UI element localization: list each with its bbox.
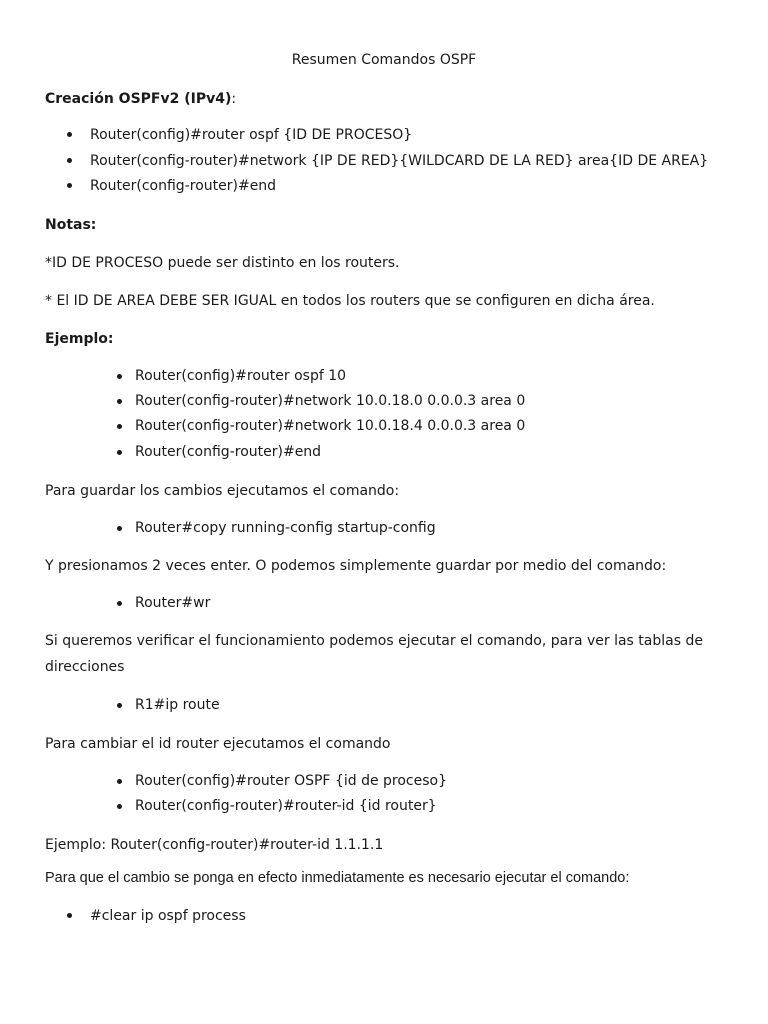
list-item: Router(config-router)#end bbox=[135, 444, 322, 460]
creacion-heading-colon: : bbox=[231, 91, 237, 107]
list-item: Router(config-router)#router-id {id router} bbox=[135, 798, 437, 814]
bullet-icon bbox=[117, 804, 122, 809]
bullet-icon bbox=[117, 424, 122, 429]
enter-text: Y presionamos 2 veces enter. O podemos simplemente guardar por medio del comando: bbox=[45, 558, 667, 574]
list-item: Router(config)#router OSPF {id de proceso} bbox=[135, 773, 447, 789]
creacion-heading: Creación OSPFv2 (IPv4) bbox=[45, 91, 232, 107]
creacion-heading-line bbox=[45, 90, 236, 108]
cambiar-text: Para cambiar el id router ejecutamos el comando bbox=[45, 736, 391, 752]
list-item: Router(config-router)#network {IP DE RED}{WILDCARD DE LA RED} area{ID DE AREA} bbox=[90, 153, 709, 169]
list-item: Router#wr bbox=[135, 595, 211, 611]
document-title: Resumen Comandos OSPF bbox=[291, 52, 477, 68]
cambiar-ejemplo: Ejemplo: Router(config-router)#router-id 1.1.1.1 bbox=[45, 837, 384, 853]
list-item: Router(config-router)#network 10.0.18.4 0.0.0.3 area 0 bbox=[135, 418, 526, 434]
list-item: Router(config)#router ospf {ID DE PROCESO} bbox=[90, 127, 413, 143]
bullet-icon bbox=[117, 450, 122, 455]
nota-line: *ID DE PROCESO puede ser distinto en los routers. bbox=[45, 255, 400, 271]
list-item: R1#ip route bbox=[135, 697, 220, 713]
efecto-text: Para que el cambio se ponga en efecto inmediatamente es necesario ejecutar el comando: bbox=[45, 870, 630, 886]
verificar-line-1: Si queremos verificar el funcionamiento podemos ejecutar el comando, para ver las tablas de bbox=[45, 633, 703, 649]
bullet-icon bbox=[67, 913, 72, 918]
bullet-icon bbox=[117, 601, 122, 606]
bullet-icon bbox=[67, 183, 72, 188]
list-item: #clear ip ospf process bbox=[90, 908, 246, 924]
bullet-icon bbox=[67, 132, 72, 137]
bullet-icon bbox=[117, 779, 122, 784]
list-item: Router(config)#router ospf 10 bbox=[135, 368, 347, 384]
nota-line: * El ID DE AREA DEBE SER IGUAL en todos los routers que se configuren en dicha área. bbox=[45, 293, 655, 309]
bullet-icon bbox=[117, 399, 122, 404]
bullet-icon bbox=[117, 526, 122, 531]
bullet-icon bbox=[117, 374, 122, 379]
ejemplo-heading: Ejemplo: bbox=[45, 331, 114, 347]
list-item: Router#copy running-config startup-config bbox=[135, 520, 436, 536]
list-item: Router(config-router)#end bbox=[90, 178, 277, 194]
bullet-icon bbox=[67, 158, 72, 163]
verificar-line-2: direcciones bbox=[45, 659, 125, 675]
notas-heading: Notas: bbox=[45, 217, 97, 233]
bullet-icon bbox=[117, 703, 122, 708]
list-item: Router(config-router)#network 10.0.18.0 0.0.0.3 area 0 bbox=[135, 393, 526, 409]
guardar-text: Para guardar los cambios ejecutamos el comando: bbox=[45, 483, 400, 499]
